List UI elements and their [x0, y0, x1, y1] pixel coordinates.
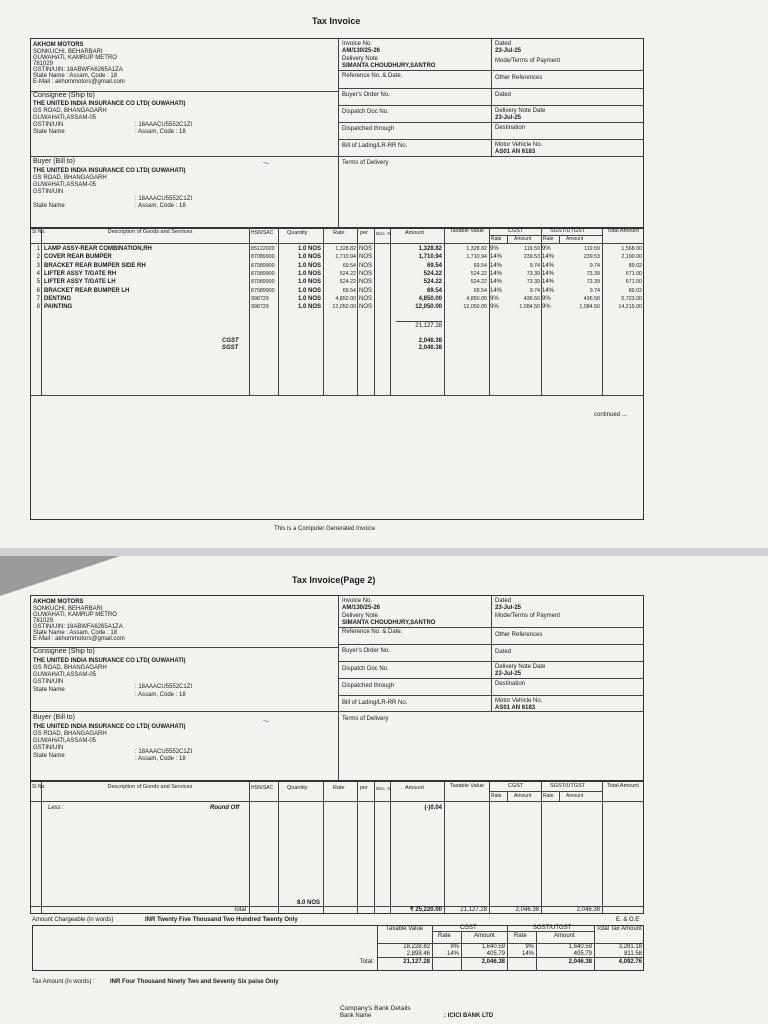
dispatched-label: Dispatched through: [342, 126, 395, 132]
row-rate: 4,850.00: [335, 295, 356, 302]
seller-line: 781029: [33, 61, 54, 67]
summary-col-taxable: Taxable Value: [385, 926, 424, 932]
row-hsn: 998729: [251, 304, 269, 311]
row-amount: 69.54: [426, 262, 442, 269]
other-ref-label: Other References: [495, 75, 543, 81]
buyer-gstin: : 18AAACU5552C1ZI: [135, 196, 193, 202]
dispatched-label: Dispatched through: [342, 683, 395, 689]
row-rate: 1,710.94: [335, 254, 356, 261]
tax-words-label: Tax Amount (in words) :: [32, 979, 95, 985]
row-cgst-amt: 73.39: [526, 270, 540, 277]
buyer-line: GS ROAD, BHANGAGARH: [33, 175, 107, 181]
delivery-date-label: Delivery Note Date: [495, 664, 546, 670]
bank-name: : ICICI BANK LTD: [444, 1013, 494, 1019]
row-cgst-amt: 239.53: [523, 254, 540, 261]
col-total: Total Amount: [607, 228, 639, 234]
destination-label: Destination: [495, 681, 526, 687]
consignee-name: THE UNITED INDIA INSURANCE CO LTD( GUWAHATI): [33, 658, 186, 664]
consignee-gstin: : 18AAACU5552C1ZI: [135, 684, 193, 690]
col-taxable: Taxable Value: [449, 228, 485, 234]
row-amount: 524.22: [423, 279, 442, 286]
summary-sgst-amt: 1,640.59: [568, 944, 592, 950]
summary-taxable: 18,228.82: [403, 944, 430, 950]
row-qty: 1.0 NOS: [297, 287, 321, 294]
col-sgst: SGST/UTGST: [550, 228, 586, 234]
pen-mark-icon: 〜: [262, 717, 270, 726]
consignee-heading: Consignee (Ship to): [33, 92, 95, 99]
computer-generated-note: This is a Computer Generated Invoice: [274, 526, 376, 532]
motor-vehicle-no: AS01 AN 6183: [495, 149, 536, 155]
summary-cgst-amt: 405.79: [486, 950, 505, 957]
bill-lading-label: Bill of Lading/LR-RR No.: [342, 143, 408, 149]
col-hsn: HSN/SAC: [251, 785, 274, 791]
row-per: NOS: [359, 270, 373, 277]
buyer-line: GUWAHATI,ASSAM-05: [33, 182, 97, 188]
row-sl: 4: [36, 270, 40, 277]
col-quantity: Quantity: [287, 230, 308, 236]
buyer-line: GUWAHATI,ASSAM-05: [33, 738, 97, 744]
summary-col-sgst-rate: Rate: [514, 933, 527, 939]
summary-cgst-total: 2,046.38: [481, 959, 505, 965]
row-sgst-amt: 239.53: [583, 254, 600, 261]
bank-name-label: Bank Name: [340, 1013, 372, 1019]
total-sgst: 2,046.38: [576, 907, 600, 913]
delivery-date: 23-Jul-25: [495, 115, 522, 121]
row-sgst-amt: 73.39: [586, 279, 600, 286]
col-cgst-rate: Rate: [491, 793, 502, 799]
dispatch-doc-label: Dispatch Doc No.: [342, 666, 389, 672]
col-amount: Amount: [405, 230, 424, 236]
consignee-gstin-label: GSTIN/UIN: [33, 122, 64, 128]
row-taxable: 12,050.00: [463, 304, 487, 311]
bank-heading: Company's Bank Details: [340, 1005, 411, 1012]
summary-sgst-rate: 14%: [521, 950, 534, 957]
seller-line: GUWAHATI, KAMRUP METRO: [33, 55, 117, 61]
buyer-gstin: : 18AAACU5552C1ZI: [135, 749, 193, 755]
row-cgst-rate: 14%: [490, 262, 503, 269]
delivery-date: 23-Jul-25: [495, 671, 522, 677]
row-per: NOS: [359, 254, 373, 261]
row-amount: 69.54: [426, 287, 442, 294]
summary-taxable: 2,898.46: [406, 950, 430, 957]
delivery-note: SIMANTA CHOUDHURY,SANTRO: [342, 620, 436, 626]
dated-label: Dated: [495, 41, 512, 47]
consignee-state-label: State Name: [33, 129, 65, 135]
row-sgst-amt: 9.74: [589, 287, 600, 294]
consignee-heading: Consignee (Ship to): [33, 648, 95, 655]
col-sl: Sl No.: [32, 784, 46, 790]
row-rate: 12,050.00: [332, 304, 356, 311]
amount-words-label: Amount Chargeable (in words): [32, 917, 114, 923]
row-desc: COVER REAR BUMPER: [44, 254, 112, 261]
row-qty: 1.0 NOS: [297, 279, 321, 286]
row-taxable: 1,710.94: [466, 254, 487, 261]
row-rate: 524.22: [339, 279, 356, 286]
row-total: 671.00: [625, 279, 642, 286]
row-cgst-rate: 9%: [490, 246, 499, 252]
motor-label: Motor Vehicle No.: [495, 142, 543, 148]
buyer-order-label: Buyer's Order No.: [342, 92, 390, 98]
col-cgst-amount: Amount: [514, 793, 532, 799]
consignee-line: GS ROAD, BHANGAGARH: [33, 665, 107, 671]
row-sgst-rate: 14%: [542, 262, 555, 269]
consignee-line: GUWAHATI,ASSAM-05: [33, 672, 97, 678]
row-total: 671.00: [625, 270, 642, 277]
row-cgst-amt: 9.74: [529, 287, 540, 294]
total-amount: ₹ 25,220.00: [409, 907, 442, 913]
row-amount: 1,710.94: [418, 254, 442, 261]
row-taxable: 524.22: [470, 270, 487, 277]
consignee-state: : Assam, Code : 18: [135, 692, 186, 698]
row-rate: 1,328.82: [335, 246, 356, 252]
col-quantity: Quantity: [287, 785, 308, 791]
row-cgst-amt: 1,084.50: [519, 304, 540, 311]
header-box-2: [30, 595, 644, 781]
dated-label: Dated: [495, 598, 512, 604]
row-total: 89.02: [628, 287, 642, 294]
consignee-line: GUWAHATI,ASSAM-05: [33, 115, 97, 121]
col-sl: Sl No.: [32, 229, 46, 235]
motor-label: Motor Vehicle No.: [495, 698, 543, 704]
row-sl: 2: [36, 254, 40, 261]
row-desc: BRACKET REAR BUMPER LH: [44, 287, 130, 294]
row-qty: 1.0 NOS: [297, 270, 321, 277]
row-per: NOS: [359, 246, 373, 252]
seller-email: E-Mail : akhommotors@gmail.com: [33, 79, 125, 85]
other-ref-label: Other References: [495, 632, 543, 638]
row-cgst-amt: 73.39: [526, 279, 540, 286]
row-rate: 524.22: [339, 270, 356, 277]
row-sgst-rate: 14%: [542, 270, 555, 277]
seller-line: GUWAHATI, KAMRUP METRO: [33, 612, 117, 618]
page-title: Tax Invoice: [312, 16, 361, 26]
row-sgst-amt: 119.59: [584, 246, 600, 252]
row-taxable: 69.54: [473, 262, 487, 269]
row-sl: 7: [36, 295, 40, 302]
row-sl: 6: [36, 287, 40, 294]
col-description: Description of Goods and Services: [107, 229, 193, 235]
summary-cgst-rate: 14%: [446, 950, 459, 957]
row-total: 2,190.00: [621, 254, 642, 261]
row-hsn: 87089900: [251, 262, 275, 269]
row-taxable: 69.54: [473, 287, 487, 294]
row-desc: BRACKET REAR BUMPER SIDE RH: [44, 262, 146, 269]
seller-name: AKHOM MOTORS: [33, 599, 84, 605]
summary-total-label: Total:: [359, 959, 374, 965]
row-desc: LIFTER ASSY T/GATE RH: [44, 270, 117, 277]
row-hsn: 998729: [251, 295, 269, 302]
summary-cgst-amt: 1,640.59: [481, 944, 505, 950]
col-sgst-rate: Rate: [543, 236, 554, 242]
consignee-name: THE UNITED INDIA INSURANCE CO LTD( GUWAHATI): [33, 101, 186, 107]
summary-tax-total: 4,092.76: [618, 959, 642, 965]
pen-mark-icon: 〜: [262, 159, 270, 168]
page-title-2: Tax Invoice(Page 2): [292, 575, 376, 585]
row-amount: 12,050.00: [415, 304, 442, 311]
seller-line: GSTIN/UIN: 18ABWFA6265A1ZA: [33, 67, 123, 73]
cgst-label: CGST: [222, 338, 239, 344]
col-disc: Disc. %: [376, 231, 392, 236]
amount-words: INR Twenty Five Thousand Two Hundred Twenty Only: [145, 917, 298, 923]
col-rate: Rate: [333, 230, 345, 236]
buyer-heading: Buyer (Bill to): [33, 714, 76, 721]
delivery-note-label: Delivery Note: [342, 613, 379, 619]
row-cgst-rate: 9%: [490, 295, 499, 302]
row-sl: 3: [36, 262, 40, 269]
row-qty: 1.0 NOS: [297, 254, 321, 261]
destination-label: Destination: [495, 125, 526, 131]
dated2-label: Dated: [495, 649, 512, 655]
row-sgst-rate: 14%: [542, 279, 555, 286]
col-amount: Amount: [405, 785, 424, 791]
summary-col-cgst: CGST: [460, 925, 477, 931]
total-taxable: 21,127.28: [460, 907, 487, 913]
consignee-line: GS ROAD, BHANGAGARH: [33, 108, 107, 114]
row-sgst-amt: 1,084.50: [579, 304, 600, 311]
row-sl: 8: [36, 304, 40, 311]
motor-vehicle-no: AS01 AN 6183: [495, 705, 536, 711]
row-sgst-amt: 9.74: [589, 262, 600, 269]
row-cgst-rate: 14%: [490, 287, 503, 294]
dated: 23-Jul-25: [495, 48, 522, 54]
row-rate: 69.54: [342, 262, 356, 269]
total-cgst: 2,046.38: [515, 907, 539, 913]
row-sl: 1: [36, 246, 40, 252]
row-total: 5,723.00: [621, 295, 642, 302]
buyer-gstin-label: GSTIN/UIN: [33, 189, 64, 195]
row-sgst-rate: 14%: [542, 254, 555, 261]
col-cgst: CGST: [508, 228, 524, 234]
row-cgst-rate: 9%: [490, 304, 499, 311]
reference-label: Reference No. & Date.: [342, 73, 403, 79]
col-total: Total Amount: [607, 783, 639, 789]
row-cgst-amt: 9.74: [529, 262, 540, 269]
row-hsn: 87089900: [251, 287, 275, 294]
buyer-gstin-label: GSTIN/UIN: [33, 745, 64, 751]
row-cgst-rate: 14%: [490, 254, 503, 261]
row-qty: 1.0 NOS: [297, 246, 321, 252]
row-per: NOS: [359, 279, 373, 286]
seller-line: 781029: [33, 618, 54, 624]
buyer-heading: Buyer (Bill to): [33, 158, 76, 165]
row-cgst-rate: 14%: [490, 279, 503, 286]
col-rate: Rate: [333, 785, 345, 791]
delivery-note-label: Delivery Note: [342, 56, 379, 62]
dated: 23-Jul-25: [495, 605, 522, 611]
row-taxable: 4,850.00: [466, 295, 487, 302]
buyer-name: THE UNITED INDIA INSURANCE CO LTD( GUWAHATI): [33, 168, 186, 174]
buyer-name: THE UNITED INDIA INSURANCE CO LTD( GUWAHATI): [33, 724, 186, 730]
invoice-no: AM/130/25-26: [342, 48, 381, 54]
row-sgst-amt: 436.50: [583, 295, 600, 302]
row-hsn: 87089900: [251, 270, 275, 277]
summary-cgst-rate: 9%: [450, 944, 459, 950]
summary-total: 811.58: [624, 950, 642, 957]
page-curl: [0, 556, 120, 596]
row-desc: DENTING: [44, 295, 71, 302]
row-total: 14,219.00: [618, 304, 642, 311]
buyer-order-label: Buyer's Order No.: [342, 648, 390, 654]
consignee-gstin: : 18AAACU5552C1ZI: [135, 122, 193, 128]
summary-sgst-rate: 9%: [525, 944, 534, 950]
invoice-page-2: [0, 556, 768, 1024]
seller-line: GSTIN/UIN: 18ABWFA6265A1ZA: [33, 624, 123, 630]
page-separator: [0, 548, 768, 556]
bill-lading-label: Bill of Lading/LR-RR No.: [342, 700, 408, 706]
col-per: per: [360, 785, 368, 791]
round-off-label: Round Off: [210, 805, 240, 811]
col-cgst-rate: Rate: [491, 236, 502, 242]
row-cgst-amt: 436.50: [523, 295, 540, 302]
sgst-value: 2,046.38: [418, 345, 442, 351]
row-qty: 1.0 NOS: [297, 295, 321, 302]
row-total: 89.02: [628, 262, 642, 269]
consignee-gstin-label: GSTIN/UIN: [33, 679, 64, 685]
row-desc: LAMP ASSY-REAR COMBINATION,RH: [44, 246, 152, 252]
buyer-state-label: State Name: [33, 203, 65, 209]
col-sgst: SGST/UTGST: [550, 783, 586, 789]
buyer-state: : Assam, Code : 18: [135, 756, 186, 762]
dated2-label: Dated: [495, 92, 512, 98]
row-sgst-rate: 9%: [542, 246, 551, 252]
summary-taxable-total: 21,127.28: [403, 959, 430, 965]
row-sgst-amt: 73.39: [586, 270, 600, 277]
summary-col-sgst-amount: Amount: [554, 933, 575, 939]
row-amount: 4,850.00: [418, 295, 442, 302]
col-disc: Disc. %: [376, 786, 392, 791]
col-sgst-amount: Amount: [566, 793, 584, 799]
row-qty: 1.0 NOS: [297, 262, 321, 269]
col-cgst: CGST: [508, 783, 524, 789]
mode-label: Mode/Terms of Payment: [495, 613, 561, 619]
terms-label: Terms of Delivery: [342, 716, 389, 722]
total-quantity: 8.0 NOS: [296, 900, 320, 906]
row-hsn: 87089900: [251, 279, 275, 286]
row-per: NOS: [359, 304, 373, 311]
cgst-value: 2,046.38: [418, 338, 442, 344]
row-taxable: 524.22: [470, 279, 487, 286]
seller-name: AKHOM MOTORS: [33, 42, 84, 48]
row-per: NOS: [359, 287, 373, 294]
row-per: NOS: [359, 295, 373, 302]
summary-col-total: Total Tax Amount: [596, 926, 642, 932]
consignee-state: : Assam, Code : 18: [135, 129, 186, 135]
row-sgst-rate: 9%: [542, 304, 551, 311]
summary-sgst-total: 2,046.38: [568, 959, 592, 965]
row-qty: 1.0 NOS: [297, 304, 321, 311]
col-hsn: HSN/SAC: [251, 230, 274, 236]
seller-email: E-Mail : akhommotors@gmail.com: [33, 636, 125, 642]
row-taxable: 1,328.82: [466, 246, 487, 252]
summary-col-cgst-amount: Amount: [474, 933, 495, 939]
row-rate: 69.54: [342, 287, 356, 294]
seller-line: SONKUCHI, BEHARBARI: [33, 49, 103, 55]
buyer-state-label: State Name: [33, 753, 65, 759]
seller-line: SONKUCHI, BEHARBARI: [33, 606, 103, 612]
delivery-date-label: Delivery Note Date: [495, 108, 546, 114]
row-amount: 524.22: [423, 270, 442, 277]
col-per: per: [360, 230, 368, 236]
col-description: Description of Goods and Services: [107, 784, 193, 790]
row-desc: PAINTING: [44, 304, 73, 311]
sgst-label: SGST: [222, 345, 239, 351]
row-per: NOS: [359, 262, 373, 269]
buyer-line: GS ROAD, BHANGAGARH: [33, 731, 107, 737]
col-sgst-rate: Rate: [543, 793, 554, 799]
row-sl: 5: [36, 279, 40, 286]
seller-line: State Name : Assam, Code : 18: [33, 630, 118, 636]
less-label: Less :: [48, 805, 65, 811]
col-sgst-amount: Amount: [566, 236, 584, 242]
col-taxable: Taxable Value: [449, 783, 485, 789]
row-cgst-amt: 119.59: [524, 246, 540, 252]
row-amount: 1,328.82: [418, 246, 442, 252]
delivery-note: SIMANTA CHOUDHURY,SANTRO: [342, 63, 436, 69]
summary-col-cgst-rate: Rate: [438, 933, 451, 939]
round-off-value: (-)0.04: [424, 805, 442, 811]
row-cgst-rate: 14%: [490, 270, 503, 277]
row-total: 1,568.00: [621, 246, 642, 252]
summary-total: 3,281.18: [618, 944, 642, 950]
terms-label: Terms of Delivery: [342, 160, 389, 166]
row-hsn: 87089900: [251, 254, 275, 261]
mode-label: Mode/Terms of Payment: [495, 58, 561, 64]
col-cgst-amount: Amount: [514, 236, 532, 242]
eoe: E. & O.E: [616, 917, 640, 923]
seller-line: State Name : Assam, Code : 18: [33, 73, 118, 79]
reference-label: Reference No. & Date.: [342, 629, 403, 635]
subtotal: 21,127.28: [415, 323, 442, 329]
dispatch-doc-label: Dispatch Doc No.: [342, 109, 389, 115]
tax-words: INR Four Thousand Ninety Two and Seventy Six paise Only: [110, 979, 279, 985]
continued-note: continued ...: [594, 412, 627, 418]
row-sgst-rate: 9%: [542, 295, 551, 302]
total-label: Total: [233, 907, 246, 913]
invoice-no-label: Invoice No.: [342, 598, 373, 604]
summary-col-sgst: SGST/UTGST: [533, 925, 572, 931]
invoice-no-label: Invoice No.: [342, 41, 373, 47]
row-desc: LIFTER ASSY T/GATE LH: [44, 279, 116, 286]
buyer-state: : Assam, Code : 18: [135, 203, 186, 209]
consignee-state-label: State Name: [33, 687, 65, 693]
row-hsn: 85122020: [251, 246, 275, 252]
row-sgst-rate: 14%: [542, 287, 555, 294]
summary-sgst-amt: 405.79: [573, 950, 592, 957]
invoice-no: AM/130/25-26: [342, 605, 381, 611]
